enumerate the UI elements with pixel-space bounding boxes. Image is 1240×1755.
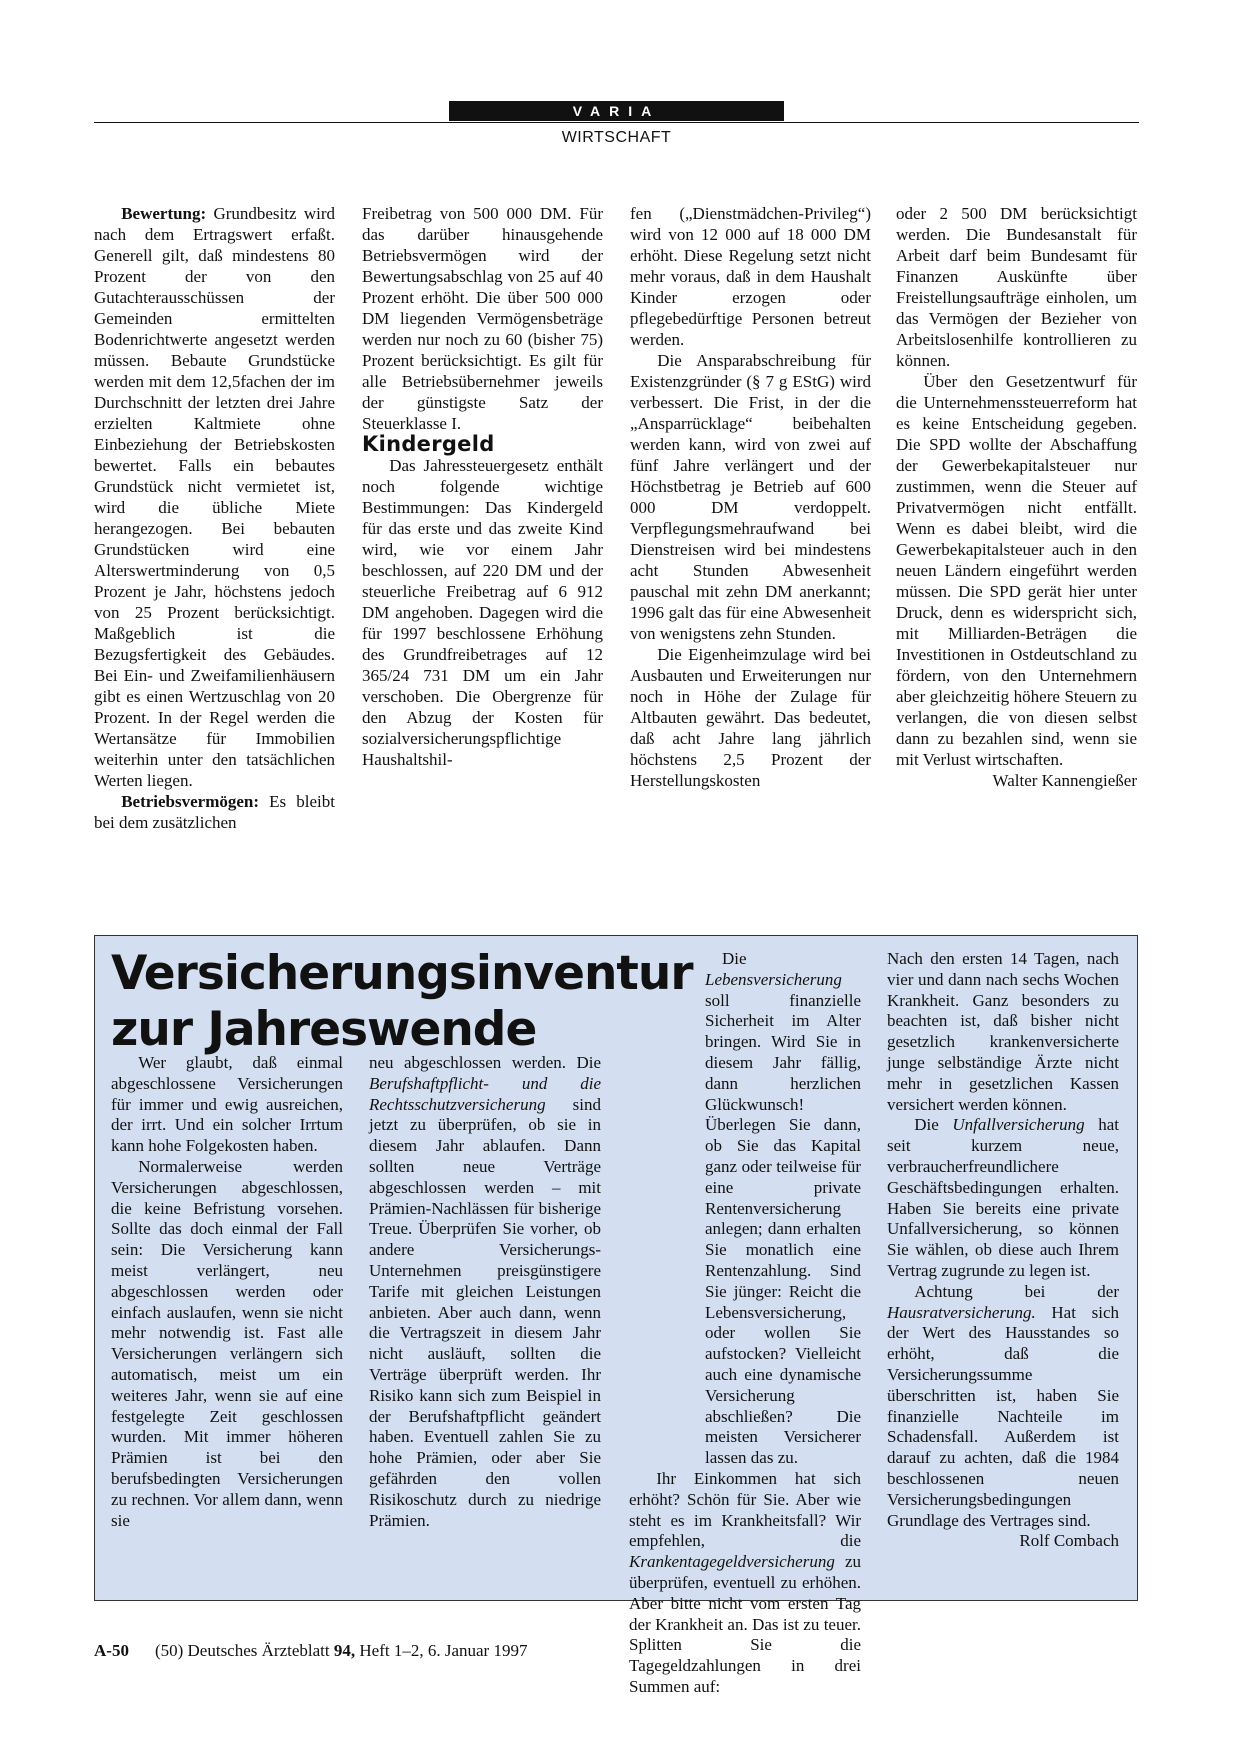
article-column-4 <box>896 203 1137 791</box>
paragraph-hausrat <box>887 1281 1119 1551</box>
text-unfall-rest: hat seit kurzem neue, verbraucherfreundlichere Geschäftsbedingungen erhalten. Haben Sie bereits eine private Unfallversicherung, so können Sie wählen, ob diese auch Ihrem Vertrag zugrunde zu legen ist. <box>887 1115 1119 1280</box>
paragraph-unfallversicherung <box>887 1115 1119 1281</box>
text-lebens-rest: soll finanzielle Sicherheit im Alter bringen. Wird Sie in diesem Jahr fällig, dann herzlichen Glückwunsch! Überlegen Sie dann, ob Sie das Kapital ganz oder teilweise für eine private Rentenversicherung anlegen; dann erhalten Sie monatlich eine Rentenzahlung. Sind Sie jünger: Reicht die Lebensversicherung, oder wollen Sie aufstocken? Vielleicht auch eine dynamische Versicherung abschließen? Die meisten Versicherer lassen das zu. <box>705 990 861 1468</box>
emph-lebensversicherung: Lebensversicherung <box>705 969 842 989</box>
paragraph-bewertung <box>94 203 335 791</box>
text-neu-abgeschlossen: neu abgeschlossen werden. Die <box>369 1053 601 1072</box>
author-kannengiesser: Walter Kannengießer <box>992 771 1137 790</box>
paragraph-wer-glaubt: Wer glaubt, daß einmal abgeschlossene Versicherungen für immer und ewig ausreichen, der irrt. Und ein solcher Irrtum kann hohe Folgekosten haben. <box>111 1053 343 1156</box>
text-achtung: Achtung bei der <box>914 1281 1119 1301</box>
paragraph-bundesanstalt: oder 2 500 DM berücksichtigt werden. Die Bundesanstalt für Arbeit darf beim Bundesamt für Finanzen Auskünfte über Freistellungsaufträge einholen, um das Vermögen der Bezieher von Arbeitslosenhilfe kontrollieren zu können. <box>896 204 1137 370</box>
paragraph-normalerweise: Normalerweise werden Versicherungen abgeschlossen, die keine Befristung vorsehen. Sollte das doch einmal der Fall sein: Die Versicherung kann meist verlängert, neu abgeschlossen werden oder einfach auslaufen, wenn sie nicht mehr notwendig ist. Fast alle Versicherungen verlängern sich automatisch, meist um ein weiteres Jahr, wenn sie auf eine festgelegte Zeit geschlossen wurden. Mit immer höheren Prämien ist bei den berufsbedingten Versicherungen zu rechnen. Vor allem dann, wenn sie <box>111 1156 343 1530</box>
header-rule <box>94 122 1139 123</box>
emph-berufshaftpflicht: Berufshaftpflicht- und die Rechtsschutzversicherung <box>369 1073 601 1114</box>
text-einkommen: Ihr Einkommen hat sich erhöht? Schön für Sie. Aber wie steht es im Krankheitsfall? Wir empfehlen, die <box>629 1468 861 1551</box>
page-footer <box>94 1641 527 1661</box>
article-column-2 <box>362 203 603 770</box>
article-column-3 <box>630 203 871 791</box>
paragraph-unternehmenssteuer <box>896 371 1137 790</box>
paragraph-eigenheimzulage: Die Eigenheimzulage wird bei Ausbauten und Erweiterungen nur noch in Höhe der Zulage für Altbauten gewährt. Das bedeutet, daß acht Jahre lang jährlich höchstens 2,5 Prozent der Herstellungskosten <box>630 645 871 790</box>
box-title: Versicherungsinventur zur Jahreswende <box>111 946 693 1057</box>
text-die-unfall: Die <box>914 1115 953 1135</box>
paragraph-freibetrag: Freibetrag von 500 000 DM. Für das darüber hinausgehende Betriebsvermögen wird der Bewertungsabschlag von 25 auf 40 Prozent erhöht. Die über 500 000 DM liegenden Vermögensbeträge werden nur noch zu 60 (bisher 75) Prozent berücksichtigt. Es gilt für alle Betriebsübernehmer jeweils der günstigste Satz der Steuerklasse I. <box>362 204 603 433</box>
article-column-1 <box>94 203 335 833</box>
text-bewertung: Grundbesitz wird nach dem Ertragswert erfaßt. Generell gilt, daß mindestens 80 Prozent der von den Gutachterausschüssen der Gemeinden ermittelten Bodenrichtwerte angesetzt werden müssen. Bebaute Grundstücke werden mit dem 12,5fachen der im Durchschnitt der letzten drei Jahre erzielten Kaltmiete ohne Einbeziehung der Betriebskosten bewertet. Falls ein bebautes Grundstück nicht vermietet ist, wird die übliche Miete herangezogen. Bei bebauten Grundstücken wird eine Alterswertminderung von 0,5 Prozent je Jahr, höchstens jedoch von 25 Prozent berücksichtigt. Maßgeblich ist die Bezugsfertigkeit des Gebäudes. Bei Ein- und Zweifamilienhäusern gibt es einen Wertzuschlag von 20 Prozent. In der Regel werden die Wertansätze für Immobilien weiterhin unter den tatsächlichen Werten liegen. <box>94 204 335 790</box>
box-column-2 <box>369 1053 601 1531</box>
citation-part-1: (50) Deutsches Ärzteblatt <box>154 1641 334 1660</box>
paragraph-einkommen <box>629 1469 861 1698</box>
text-unternehmenssteuer: Über den Gesetzentwurf für die Unternehmenssteuerreform hat es keine Entscheidung gegeben. Die SPD wollte der Abschaffung der Gewerbekapitalsteuer nur zustimmen, wenn die Steuer auf Privatvermögen nicht entfällt. Wenn es dabei bleibt, wird die Gewerbekapitalsteuer auch in den neuen Ländern eingeführt werden müssen. Die SPD gerät hier unter Druck, denn es widerspricht sich, mit Milliarden-Beträgen die Investitionen in Ostdeutschland zu fördern, von den Unternehmern aber gleichzeitig höhere Steuern zu verlangen, die von diesen selbst dann zu bezahlen sind, wenn sie mit Verlust wirtschaften. <box>896 372 1137 769</box>
text-betriebsvermoegen: Es bleibt bei dem zusätzlichen <box>94 792 335 832</box>
text-krankentagegeld-rest: zu überprüfen, eventuell zu erhöhen. Aber bitte nicht vom ersten Tag der Krankheit an. Das ist zu teuer. Splitten Sie die Tagegeldzahlungen in drei Summen auf: <box>629 1552 861 1696</box>
paragraph-berufshaftpflicht <box>369 1053 601 1531</box>
section-label: WIRTSCHAFT <box>561 129 672 146</box>
paragraph-ansparabschreibung: Die Ansparabschreibung für Existenzgründer (§ 7 g EStG) wird verbessert. Die Frist, in der die „Ansparrücklage“ beibehalten werden kann, wird von zwei auf fünf Jahre verlängert und der Höchstbetrag je Betrieb auf 600 000 DM verdoppelt. Verpflegungsmehraufwand bei Dienstreisen wird bei mindestens acht Stunden Abwesenheit pauschal mit zehn DM anerkannt; 1996 galt das für eine Abwesenheit von wenigstens zehn Stunden. <box>630 351 871 643</box>
paragraph-kindergeld: Das Jahressteuergesetz enthält noch folgende wichtige Bestimmungen: Das Kindergeld für das erste und das zweite Kind wird, wie vor einem Jahr beschlossen, auf 220 DM und der steuerliche Freibetrag auf 6 912 DM angehoben. Dagegen wird die für 1997 beschlossene Erhöhung des Grundfreibetrages auf 12 365/24 731 DM um ein Jahr verschoben. Die Obergrenze für den Abzug der Kosten für sozialversicherungspflichtige Haushaltshil- <box>362 456 603 769</box>
citation-volume: 94, <box>333 1641 356 1660</box>
paragraph-nach-14-tagen: Nach den ersten 14 Tagen, nach vier und dann nach sechs Wochen Krankheit. Ganz besonders zu beachten ist, daß bisher nicht gesetzlich krankenversicherte junge selbständige Ärzte nicht mehr in gesetzlichen Kassen versichert werden können. <box>887 949 1119 1114</box>
emph-unfallversicherung: Unfallversicherung <box>952 1115 1085 1135</box>
paragraph-dienstmaedchen: fen („Dienstmädchen-Privileg“) wird von 12 000 auf 18 000 DM erhöht. Diese Regelung setzt nicht mehr voraus, daß in dem Haushalt Kinder erzogen oder pflegebedürftige Personen betreut werden. <box>630 204 871 349</box>
box-column-1 <box>111 1053 343 1531</box>
subheading-kindergeld: Kindergeld <box>362 432 495 456</box>
box-column-4 <box>887 949 1119 1552</box>
paragraph-lebensversicherung <box>629 949 861 1469</box>
emph-krankentagegeld: Krankentagegeldversicherung <box>629 1552 835 1572</box>
citation-part-2: Heft 1–2, 6. Januar 1997 <box>355 1641 528 1660</box>
paragraph-betriebsvermoegen <box>94 791 335 833</box>
text-die: Die <box>722 949 747 968</box>
box-column-3 <box>629 949 861 1698</box>
page-number: A-50 <box>94 1641 129 1660</box>
author-combach: Rolf Combach <box>1019 1531 1119 1551</box>
text-ueberpruefen: sind jetzt zu überprüfen, ob sie in diesem Jahr ablaufen. Dann sollten neue Verträge abgeschlossen werden – mit Prämien-Nachlässen für bisherige Treue. Überprüfen Sie vorher, ob andere Versicherungs-Unternehmen preisgünstigere Tarife mit gleichen Leistungen anbieten. Aber auch dann, wenn die Vertragszeit in diesem Jahr nicht ausläuft, sollten die Verträge überprüft werden. Ihr Risiko kann sich zum Beispiel in der Berufshaftpflicht geändert haben. Eventuell zahlen Sie zu hohe Prämien, oder aber Sie gefährden den vollen Risikoschutz durch zu niedrige Prämien. <box>369 1094 601 1530</box>
lead-bewertung: Bewertung: <box>121 204 207 223</box>
lead-betriebsvermoegen: Betriebsvermögen: <box>121 792 260 811</box>
text-hausrat-rest: Hat sich der Wert des Hausstandes so erhöht, daß die Versicherungssumme überschritten ist, haben Sie finanzielle Nachteile im Schadensfall. Außerdem ist darauf zu achten, daß die 1984 beschlossenen neuen Versicherungsbedingungen Grundlage des Vertrages sind. <box>887 1302 1119 1530</box>
emph-hausratversicherung: Hausratversicherung. <box>887 1302 1036 1322</box>
rubric-bar: VARIA <box>449 101 784 121</box>
